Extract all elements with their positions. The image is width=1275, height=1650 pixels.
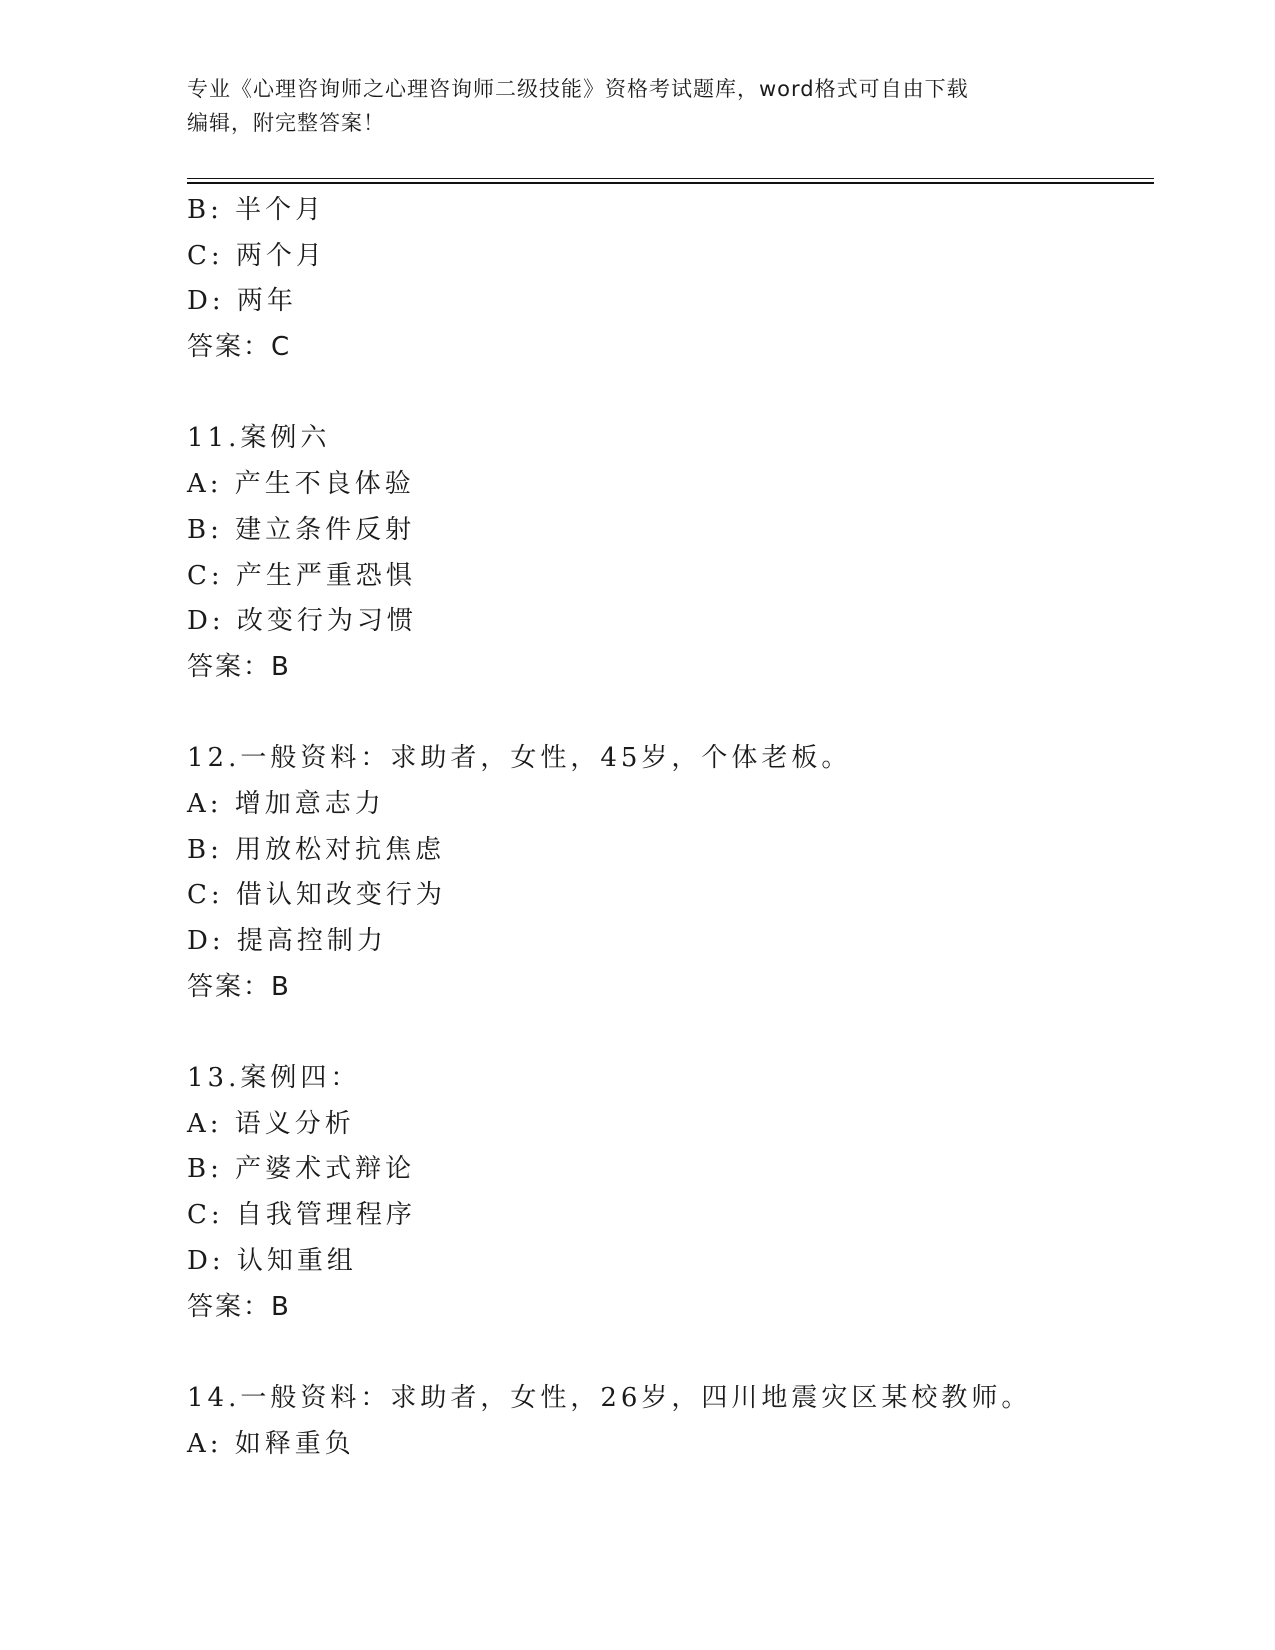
option-d: D: 两年 <box>187 286 297 317</box>
answer-line: 答案：B <box>187 1291 291 1322</box>
option-b: B: 建立条件反射 <box>187 514 416 545</box>
header-divider-thick <box>187 182 1154 184</box>
answer-line: 答案：C <box>187 332 292 363</box>
option-c: C: 借认知改变行为 <box>187 880 446 911</box>
document-body <box>187 188 1147 1467</box>
option-d: D: 提高控制力 <box>187 926 387 956</box>
option-b: B: 产婆术式辩论 <box>187 1154 416 1185</box>
option-a: A: 增加意志力 <box>187 788 385 819</box>
spacer <box>187 1330 1147 1376</box>
question-title: 11.案例六 <box>187 423 331 454</box>
spacer <box>187 691 1147 737</box>
document-header <box>187 72 1087 140</box>
question-title: 13.案例四： <box>187 1063 361 1094</box>
answer-line: 答案：B <box>187 971 291 1002</box>
question-block-11 <box>187 416 1147 690</box>
option-a: A: 产生不良体验 <box>187 469 415 500</box>
option-c: C: 自我管理程序 <box>187 1200 416 1231</box>
answer-line: 答案：B <box>187 651 291 682</box>
spacer <box>187 371 1147 417</box>
option-d: D: 认知重组 <box>187 1245 357 1276</box>
question-block-12 <box>187 736 1147 1010</box>
option-b: B: 半个月 <box>187 195 326 225</box>
question-block-14 <box>187 1376 1147 1467</box>
question-block-10 <box>187 188 1147 371</box>
option-b: B: 用放松对抗焦虑 <box>187 834 446 865</box>
header-divider-thin <box>187 178 1154 179</box>
header-line-2: 编辑，附完整答案！ <box>187 111 385 135</box>
question-block-13 <box>187 1056 1147 1330</box>
question-title: 12.一般资料：求助者，女性，45岁，个体老板。 <box>187 743 852 774</box>
option-c: C: 两个月 <box>187 240 326 271</box>
question-title: 14.一般资料：求助者，女性，26岁，四川地震灾区某校教师。 <box>187 1382 1032 1413</box>
option-a: A: 如释重负 <box>187 1428 355 1459</box>
header-line-1: 专业《心理咨询师之心理咨询师二级技能》资格考试题库，word格式可自由下载 <box>187 77 969 101</box>
option-d: D: 改变行为习惯 <box>187 606 417 637</box>
spacer <box>187 1010 1147 1056</box>
option-c: C: 产生严重恐惧 <box>187 560 416 591</box>
option-a: A: 语义分析 <box>187 1108 355 1139</box>
